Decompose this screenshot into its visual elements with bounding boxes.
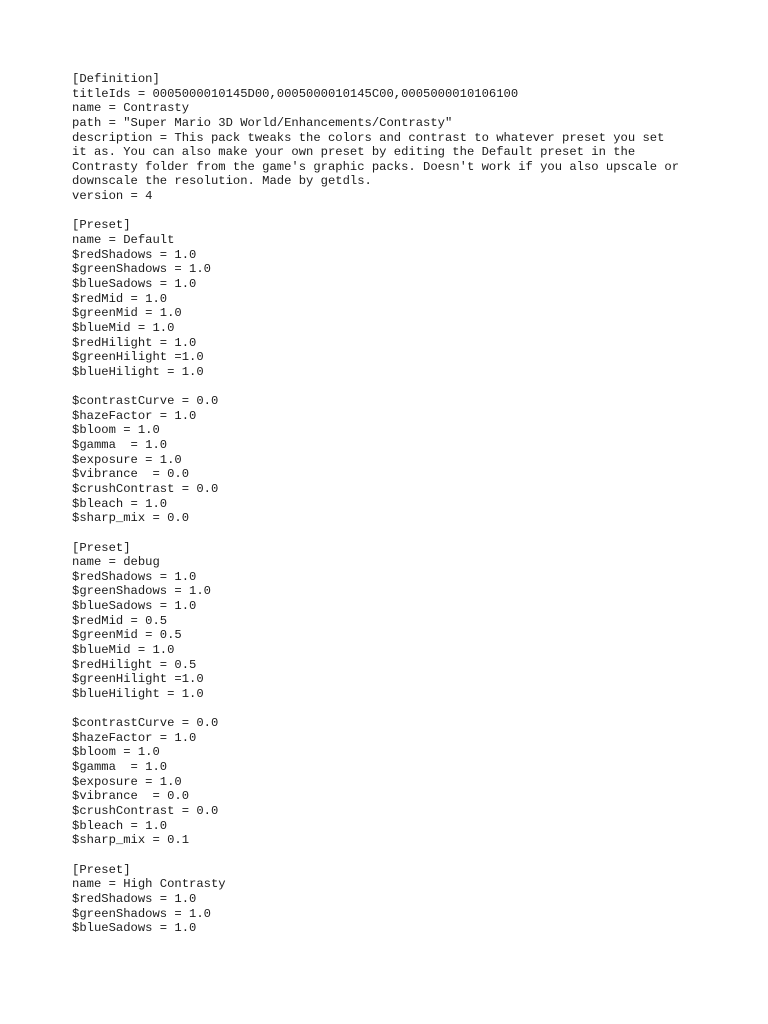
document-line: $greenMid = 1.0 xyxy=(72,306,182,321)
document-line: $greenShadows = 1.0 xyxy=(72,262,211,277)
document-line: [Preset] xyxy=(72,540,131,555)
document-line: $vibrance = 0.0 xyxy=(72,789,190,804)
document-line: [Definition] xyxy=(72,72,160,86)
document-line: version = 4 xyxy=(72,189,153,204)
document-line xyxy=(72,702,732,717)
document-line: $redShadows = 1.0 xyxy=(72,247,197,262)
document-line: $blueMid = 1.0 xyxy=(72,642,175,657)
document-line: $greenShadows = 1.0 xyxy=(72,584,211,599)
document-line: $greenShadows = 1.0 xyxy=(72,906,211,921)
document-line xyxy=(72,379,732,394)
document-line: name = High Contrasty xyxy=(72,877,226,892)
document-line: $gamma = 1.0 xyxy=(72,438,168,453)
document-line: $redMid = 1.0 xyxy=(72,291,168,306)
document-line: $redHilight = 1.0 xyxy=(72,335,197,350)
document-line: $greenHilight =1.0 xyxy=(72,350,204,365)
document-line: $blueSadows = 1.0 xyxy=(72,276,197,291)
document-line: $redShadows = 1.0 xyxy=(72,569,197,584)
document-line: description = This pack tweaks the colors and contrast to whatever preset you set xyxy=(72,130,665,145)
document-line: downscale the resolution. Made by getdls. xyxy=(72,174,372,189)
document-line: [Preset] xyxy=(72,862,131,877)
document-line xyxy=(72,526,732,541)
document-line: titleIds = 0005000010145D00,0005000010145C00,0005000010106100 xyxy=(72,86,519,101)
document-line: $blueMid = 1.0 xyxy=(72,320,175,335)
document-line: $bloom = 1.0 xyxy=(72,423,160,438)
document-line: $blueHilight = 1.0 xyxy=(72,364,204,379)
document-line: $crushContrast = 0.0 xyxy=(72,481,219,496)
document-line: $crushContrast = 0.0 xyxy=(72,804,219,819)
document-line: $bleach = 1.0 xyxy=(72,496,168,511)
document-line: path = "Super Mario 3D World/Enhancements/Contrasty" xyxy=(72,115,453,130)
document-line: $redHilight = 0.5 xyxy=(72,657,197,672)
document-line: $hazeFactor = 1.0 xyxy=(72,408,197,423)
document-line: $blueSadows = 1.0 xyxy=(72,921,197,936)
document-line: $vibrance = 0.0 xyxy=(72,467,190,482)
document-line: $contrastCurve = 0.0 xyxy=(72,716,219,731)
document-body xyxy=(72,72,732,936)
document-line: $redShadows = 1.0 xyxy=(72,891,197,906)
document-line xyxy=(72,848,732,863)
document-line: $exposure = 1.0 xyxy=(72,452,182,467)
document-line: $hazeFactor = 1.0 xyxy=(72,730,197,745)
document-line: name = debug xyxy=(72,555,160,570)
document-line: $greenMid = 0.5 xyxy=(72,628,182,643)
document-line: $gamma = 1.0 xyxy=(72,760,168,775)
document-line: it as. You can also make your own preset by editing the Default preset in the xyxy=(72,145,636,160)
document-line: $bleach = 1.0 xyxy=(72,818,168,833)
document-line: name = Contrasty xyxy=(72,101,190,116)
document-line: $exposure = 1.0 xyxy=(72,774,182,789)
document-line: Contrasty folder from the game's graphic packs. Doesn't work if you also upscale or xyxy=(72,159,680,174)
document-line: $greenHilight =1.0 xyxy=(72,672,204,687)
document-line: $sharp_mix = 0.1 xyxy=(72,833,190,848)
document-line xyxy=(72,204,732,219)
document-line: $contrastCurve = 0.0 xyxy=(72,394,219,409)
document-line: [Preset] xyxy=(72,218,131,233)
document-line: $blueHilight = 1.0 xyxy=(72,686,204,701)
document-line: $redMid = 0.5 xyxy=(72,613,168,628)
document-line: $sharp_mix = 0.0 xyxy=(72,511,190,526)
document-line: $bloom = 1.0 xyxy=(72,745,160,760)
document-line: name = Default xyxy=(72,233,175,248)
document-line: $blueSadows = 1.0 xyxy=(72,599,197,614)
